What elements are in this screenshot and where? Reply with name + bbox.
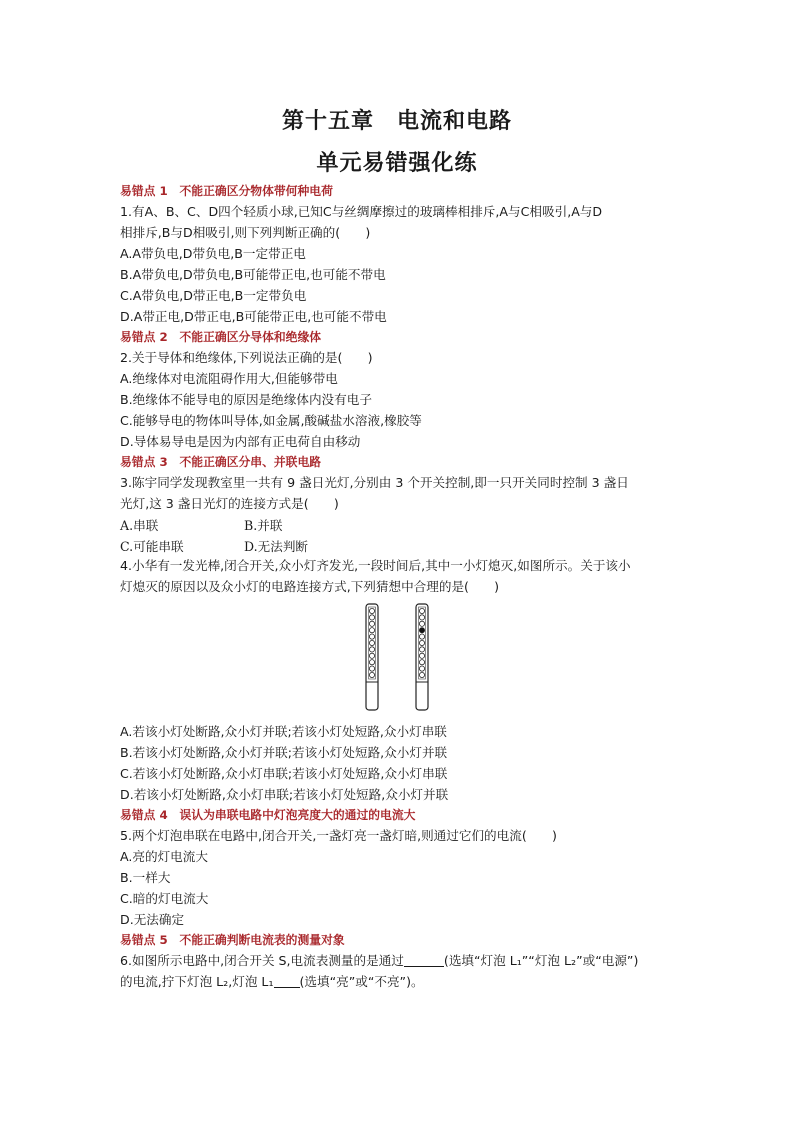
q3-stem-line1: 3.陈宇同学发现教室里一共有 9 盏日光灯,分别由 3 个开关控制,即一只开关同时控制 3 盏日 xyxy=(120,475,629,490)
right-stick-bulb xyxy=(419,621,424,626)
q6-line1-text-a: 6.如图所示电路中,闭合开关 S,电流表测量的是通过 xyxy=(120,953,404,968)
section-heading-5: 易错点 5 不能正确判断电流表的测量对象 xyxy=(120,933,345,947)
q5-option-d: D.无法确定 xyxy=(120,912,185,927)
glow-stick-figure xyxy=(360,600,440,712)
q4-stem-line1: 4.小华有一发光棒,闭合开关,众小灯齐发光,一段时间后,其中一小灯熄灭,如图所示。关于该小 xyxy=(120,558,631,573)
glow-stick-left xyxy=(366,604,378,710)
q3-option-a: A.串联 xyxy=(120,518,159,533)
q1-option-b: B.A带负电,D带负电,B可能带正电,也可能不带电 xyxy=(120,267,386,282)
q6-line2 xyxy=(120,972,680,992)
worksheet-subtitle: 单元易错强化练 xyxy=(316,150,478,176)
q2-stem: 2.关于导体和绝缘体,下列说法正确的是( ) xyxy=(120,350,373,365)
q6-line2-text-b: (选填“亮”或“不亮”)。 xyxy=(299,974,424,989)
right-stick-bulb xyxy=(419,672,424,677)
q6-line1 xyxy=(120,951,680,971)
left-stick-bulb xyxy=(369,628,374,633)
right-stick-bulb xyxy=(419,615,424,620)
left-stick-bulb xyxy=(369,634,374,639)
left-stick-bulb xyxy=(369,640,374,645)
left-stick-bulb xyxy=(369,653,374,658)
q5-option-b: B.一样大 xyxy=(120,870,171,885)
right-stick-bulb xyxy=(419,647,424,652)
q5-stem: 5.两个灯泡串联在电路中,闭合开关,一盏灯亮一盏灯暗,则通过它们的电流( ) xyxy=(120,828,557,843)
left-stick-bulb xyxy=(369,672,374,677)
section-heading-4: 易错点 4 误认为串联电路中灯泡亮度大的通过的电流大 xyxy=(120,808,416,822)
q4-option-a: A.若该小灯处断路,众小灯并联;若该小灯处短路,众小灯串联 xyxy=(120,724,447,739)
q2-option-a: A.绝缘体对电流阻碍作用大,但能够带电 xyxy=(120,371,338,386)
right-stick-bulb xyxy=(419,640,424,645)
q1-option-d: D.A带正电,D带正电,B可能带正电,也可能不带电 xyxy=(120,309,387,324)
q5-option-a: A.亮的灯电流大 xyxy=(120,849,208,864)
q3-option-c: C.可能串联 xyxy=(120,539,184,554)
q4-stem-line2: 灯熄灭的原因以及众小灯的电路连接方式,下列猜想中合理的是( ) xyxy=(120,579,500,594)
q6-line1-text-b: (选填“灯泡 L₁”“灯泡 L₂”或“电源”) xyxy=(443,953,639,968)
left-stick-bulb xyxy=(369,608,374,613)
left-stick-bulb xyxy=(369,647,374,652)
right-stick-bulb xyxy=(419,660,424,665)
q4-option-d: D.若该小灯处断路,众小灯串联;若该小灯处短路,众小灯并联 xyxy=(120,787,449,802)
right-stick-bulb xyxy=(419,608,424,613)
q1-option-c: C.A带负电,D带正电,B一定带负电 xyxy=(120,288,307,303)
section-heading-1: 易错点 1 不能正确区分物体带何种电荷 xyxy=(120,184,333,198)
q5-option-c: C.暗的灯电流大 xyxy=(120,891,209,906)
right-stick-bulb xyxy=(419,628,424,633)
section-heading-3: 易错点 3 不能正确区分串、并联电路 xyxy=(120,455,322,469)
left-stick-bulb xyxy=(369,615,374,620)
q6-blank-2[interactable] xyxy=(274,973,300,988)
chapter-title: 第十五章 电流和电路 xyxy=(281,108,512,134)
q6-line2-text-a: 的电流,拧下灯泡 L₂,灯泡 L₁ xyxy=(120,974,274,989)
left-stick-bulb xyxy=(369,666,374,671)
left-stick-bulb xyxy=(369,621,374,626)
right-stick-bulb xyxy=(419,666,424,671)
q3-option-b: B.并联 xyxy=(244,518,283,533)
q3-stem-line2: 光灯,这 3 盏日光灯的连接方式是( ) xyxy=(120,496,339,511)
q3-option-d: D.无法判断 xyxy=(244,539,309,554)
q4-option-b: B.若该小灯处断路,众小灯并联;若该小灯处短路,众小灯并联 xyxy=(120,745,448,760)
q2-option-c: C.能够导电的物体叫导体,如金属,酸碱盐水溶液,橡胶等 xyxy=(120,413,422,428)
q1-option-a: A.A带负电,D带负电,B一定带正电 xyxy=(120,246,306,261)
left-stick-bulb xyxy=(369,660,374,665)
q2-option-d: D.导体易导电是因为内部有正电荷自由移动 xyxy=(120,434,361,449)
q1-stem-line2: 相排斥,B与D相吸引,则下列判断正确的( ) xyxy=(120,225,371,240)
q6-blank-1[interactable] xyxy=(404,952,444,967)
right-stick-bulb xyxy=(419,634,424,639)
q4-option-c: C.若该小灯处断路,众小灯串联;若该小灯处短路,众小灯串联 xyxy=(120,766,448,781)
q1-stem-line1: 1.有A、B、C、D四个轻质小球,已知C与丝绸摩擦过的玻璃棒相排斥,A与C相吸引,A与D xyxy=(120,204,603,219)
right-stick-bulb xyxy=(419,653,424,658)
section-heading-2: 易错点 2 不能正确区分导体和绝缘体 xyxy=(120,330,322,344)
glow-stick-right xyxy=(416,604,428,710)
q2-option-b: B.绝缘体不能导电的原因是绝缘体内没有电子 xyxy=(120,392,372,407)
